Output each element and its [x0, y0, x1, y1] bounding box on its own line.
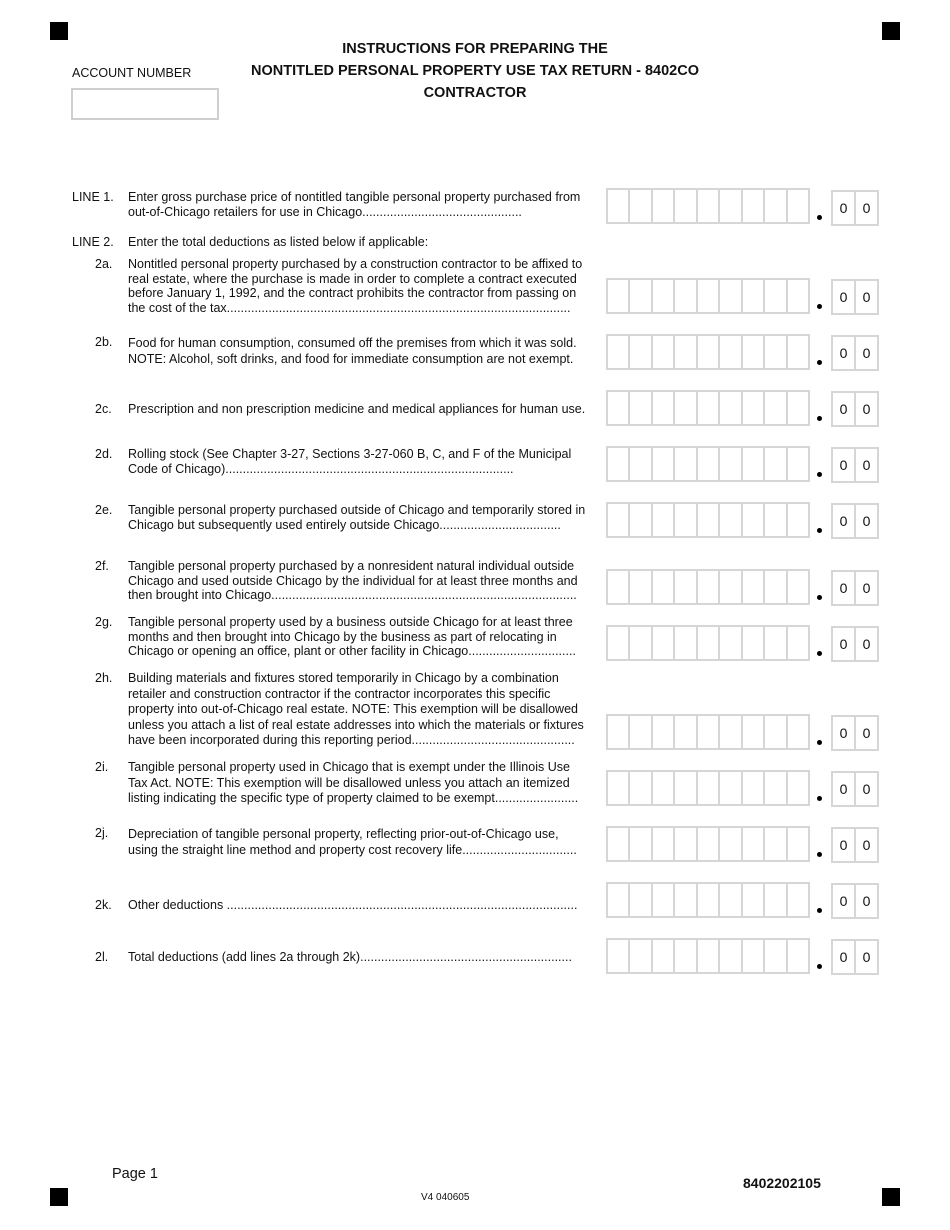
cents-digit: 0: [839, 636, 848, 652]
line-number: 2g.: [95, 615, 113, 629]
decimal-point: [817, 304, 822, 309]
line-description: Building materials and fixtures stored temporarily in Chicago by a combination retailer and construction contractor if the contractor incorporates this specific property into out-of-Chicago real estate. NOTE: This exemption will be disallowed unless you attach a list of real estate addresses into which the materials or fixtures have been incorporated during this reporting period...............................................: [128, 671, 584, 747]
line-number: 2l.: [95, 950, 109, 964]
cents-digit: 0: [854, 572, 877, 604]
amount-cents-field[interactable]: [831, 570, 879, 606]
account-number-label: ACCOUNT NUMBER: [72, 66, 192, 80]
line-number: 2a.: [95, 257, 113, 271]
cents-digit: 0: [854, 829, 877, 861]
account-number-field[interactable]: [71, 88, 219, 120]
cents-digit: 0: [854, 941, 877, 973]
line-number: 2b.: [95, 335, 113, 349]
amount-cents-field[interactable]: [831, 503, 879, 539]
cents-digit: 0: [839, 781, 848, 797]
cents-digit: 0: [854, 885, 877, 917]
cents-digit: 0: [854, 281, 877, 313]
version-code: V4 040605: [421, 1192, 470, 1203]
line-description: Tangible personal property used in Chicago that is exempt under the Illinois Use Tax Act. NOTE: This exemption will be disallowed unless you attach an itemized listing indicating the specific type of property claimed to be exempt........................: [128, 760, 579, 805]
amount-dollars-field[interactable]: [606, 502, 810, 538]
decimal-point: [817, 651, 822, 656]
line-description: Tangible personal property used by a business outside Chicago for at least three months and then brought into Chicago by the business as part of relocating in Chicago or opening an office, plant or other facility in Chicago...............................: [128, 615, 576, 658]
cents-digit: 0: [854, 337, 877, 369]
amount-cents-field[interactable]: [831, 447, 879, 483]
line-description: Enter gross purchase price of nontitled tangible personal property purchased from out-of-Chicago retailers for use in Chicago..............................................: [128, 190, 581, 219]
decimal-point: [817, 416, 822, 421]
decimal-point: [817, 595, 822, 600]
line-number: LINE 1.: [72, 190, 114, 204]
cents-digit: 0: [839, 893, 848, 909]
line-description: Depreciation of tangible personal property, reflecting prior-out-of-Chicago use, using the straight line method and property cost recovery life.................................: [128, 827, 577, 857]
decimal-point: [817, 740, 822, 745]
decimal-point: [817, 964, 822, 969]
decimal-point: [817, 528, 822, 533]
line-description: Enter the total deductions as listed below if applicable:: [128, 235, 429, 249]
form-number: 8402202105: [743, 1175, 821, 1191]
amount-cents-field[interactable]: [831, 626, 879, 662]
decimal-point: [817, 360, 822, 365]
form-title-line-2: NONTITLED PERSONAL PROPERTY USE TAX RETURN - 8402CO: [251, 63, 699, 79]
line-description: Nontitled personal property purchased by a construction contractor to be affixed to real estate, where the purchase is made in order to complete a contract executed before January 1, 1992, and the contract prohibits the contractor from passing on the cost of the tax...................................................................................................: [128, 257, 583, 315]
cents-digit: 0: [839, 457, 848, 473]
line-number: 2c.: [95, 402, 112, 416]
cents-digit: 0: [854, 393, 877, 425]
line-description: Food for human consumption, consumed off the premises from which it was sold. NOTE: Alcohol, soft drinks, and food for immediate consumption are not exempt.: [128, 336, 577, 366]
cents-digit: 0: [854, 628, 877, 660]
cents-digit: 0: [854, 505, 877, 537]
cents-digit: 0: [839, 289, 848, 305]
line-number: 2k.: [95, 898, 112, 912]
amount-cents-field[interactable]: [831, 827, 879, 863]
amount-dollars-field[interactable]: [606, 446, 810, 482]
line-description: Other deductions .....................................................................................................: [128, 898, 578, 912]
line-number: 2h.: [95, 671, 113, 685]
page-number: Page 1: [112, 1166, 158, 1182]
cents-digit: 0: [839, 580, 848, 596]
amount-cents-field[interactable]: [831, 279, 879, 315]
amount-cents-field[interactable]: [831, 883, 879, 919]
registration-mark-bottom-right: [882, 1188, 900, 1206]
line-number: LINE 2.: [72, 235, 114, 249]
form-title-line-3: CONTRACTOR: [423, 85, 527, 101]
amount-dollars-field[interactable]: [606, 390, 810, 426]
amount-dollars-field[interactable]: [606, 334, 810, 370]
amount-dollars-field[interactable]: [606, 826, 810, 862]
amount-cents-field[interactable]: [831, 391, 879, 427]
line-description: Total deductions (add lines 2a through 2k).............................................................: [128, 950, 572, 964]
decimal-point: [817, 908, 822, 913]
amount-cents-field[interactable]: [831, 335, 879, 371]
amount-dollars-field[interactable]: [606, 770, 810, 806]
cents-digit: 0: [854, 449, 877, 481]
amount-dollars-field[interactable]: [606, 569, 810, 605]
amount-dollars-field[interactable]: [606, 278, 810, 314]
decimal-point: [817, 472, 822, 477]
cents-digit: 0: [854, 773, 877, 805]
amount-dollars-field[interactable]: [606, 188, 810, 224]
line-description: Rolling stock (See Chapter 3-27, Sections 3-27-060 B, C, and F of the Municipal Code of Chicago)...................................................................................: [128, 447, 572, 476]
cents-digit: 0: [839, 837, 848, 853]
amount-cents-field[interactable]: [831, 715, 879, 751]
amount-cents-field[interactable]: [831, 771, 879, 807]
cents-digit: 0: [839, 513, 848, 529]
decimal-point: [817, 852, 822, 857]
cents-digit: 0: [839, 725, 848, 741]
line-number: 2i.: [95, 760, 109, 774]
line-description: Prescription and non prescription medicine and medical appliances for human use.: [128, 402, 586, 416]
cents-digit: 0: [839, 949, 848, 965]
cents-digit: 0: [854, 717, 877, 749]
line-description: Tangible personal property purchased outside of Chicago and temporarily stored in Chicago but subsequently used entirely outside Chicago...................................: [128, 503, 586, 532]
amount-cents-field[interactable]: [831, 939, 879, 975]
line-number: 2d.: [95, 447, 113, 461]
amount-dollars-field[interactable]: [606, 625, 810, 661]
cents-digit: 0: [839, 345, 848, 361]
line-number: 2e.: [95, 503, 113, 517]
amount-dollars-field[interactable]: [606, 882, 810, 918]
line-number: 2j.: [95, 826, 109, 840]
line-number: 2f.: [95, 559, 109, 573]
form-title-line-1: INSTRUCTIONS FOR PREPARING THE: [342, 41, 608, 57]
decimal-point: [817, 215, 822, 220]
registration-mark-bottom-left: [50, 1188, 68, 1206]
amount-dollars-field[interactable]: [606, 938, 810, 974]
amount-cents-field[interactable]: [831, 190, 879, 226]
cents-digit: 0: [839, 200, 848, 216]
decimal-point: [817, 796, 822, 801]
cents-digit: 0: [854, 192, 877, 224]
line-description: Tangible personal property purchased by a nonresident natural individual outside Chicago and used outside Chicago by the individual for at least three months and then brought into Chicago........................................................................................: [128, 559, 578, 602]
cents-digit: 0: [839, 401, 848, 417]
amount-dollars-field[interactable]: [606, 714, 810, 750]
